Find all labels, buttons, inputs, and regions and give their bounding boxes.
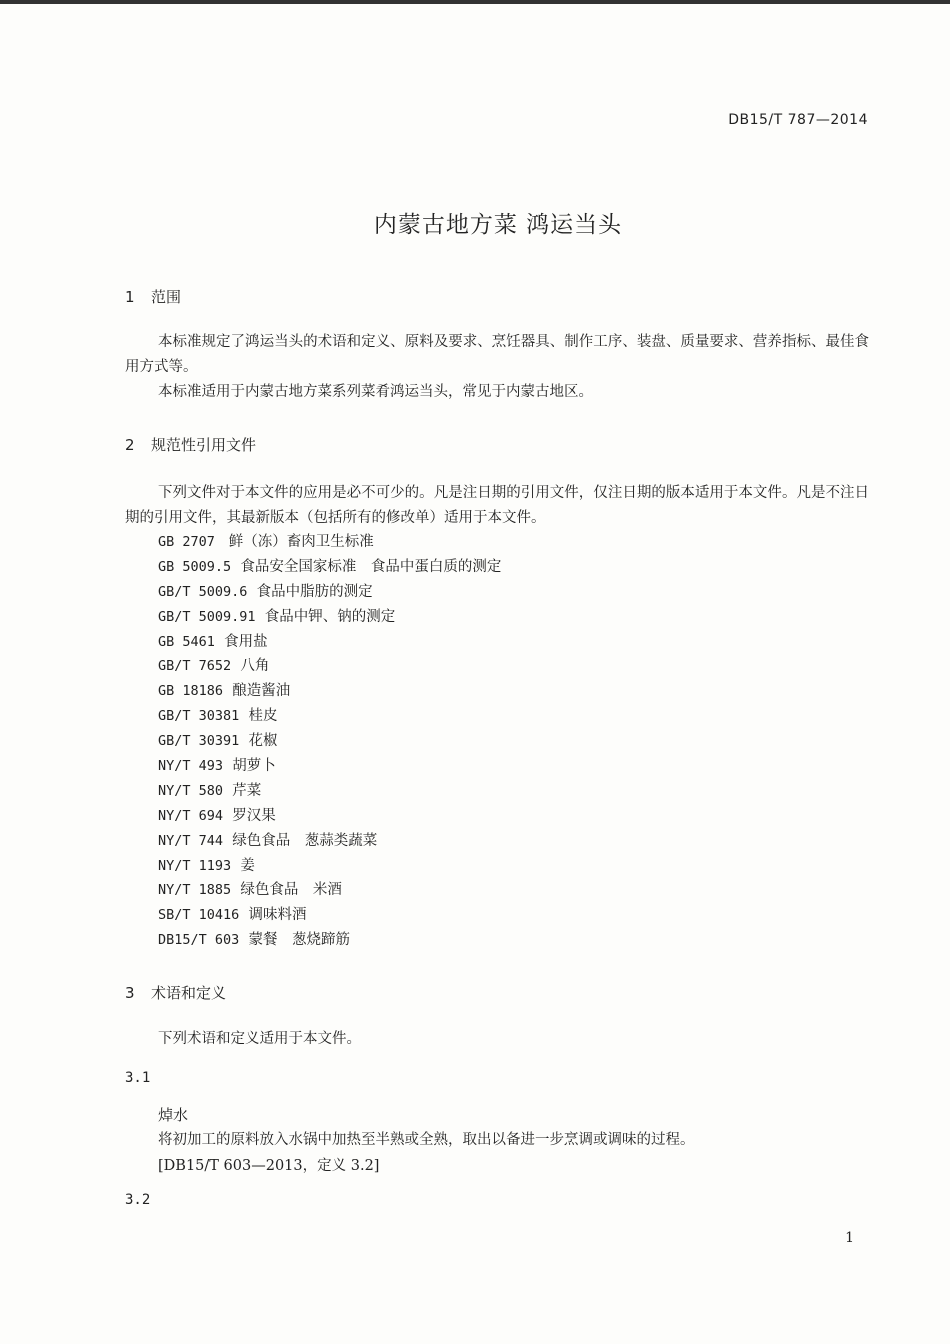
term-title: 焯水 (158, 1106, 189, 1124)
reference-code: NY/T 744 (158, 832, 224, 849)
term-number: 3.1 (125, 1070, 151, 1086)
reference-code: GB 5009.5 (158, 558, 232, 575)
reference-item (158, 704, 501, 729)
section-title: 规范性引用文件 (151, 436, 257, 454)
references-intro: 下列文件对于本文件的应用是必不可少的。凡是注日期的引用文件，仅注日期的版本适用于本文件。凡是不注日期的引用文件，其最新版本（包括所有的修改单）适用于本文件。 (125, 485, 869, 526)
reference-code: GB/T 5009.6 (158, 583, 248, 600)
term-number: 3.2 (125, 1192, 151, 1208)
section-title: 术语和定义 (151, 984, 227, 1002)
document-code: DB15/T 787—2014 (728, 112, 868, 128)
reference-item (158, 804, 501, 829)
term-definition: 将初加工的原料放入水锅中加热至半熟或全熟，取出以备进一步烹调或调味的过程。 (158, 1132, 695, 1148)
reference-item (158, 605, 501, 630)
reference-item (158, 530, 501, 555)
reference-name: 调味料酒 (248, 907, 307, 924)
reference-name: 罗汉果 (232, 807, 276, 824)
scope-paragraph-2: 本标准适用于内蒙古地方菜系列菜肴鸿运当头，常见于内蒙古地区。 (158, 384, 593, 400)
reference-item (158, 779, 501, 804)
reference-name: 食用盐 (224, 633, 268, 650)
section-number: 3 (125, 984, 135, 1002)
scope-paragraph-1: 本标准规定了鸿运当头的术语和定义、原料及要求、烹饪器具、制作工序、装盘、质量要求、营养指标、最佳食用方式等。 (125, 334, 869, 375)
reference-item (158, 679, 501, 704)
reference-name: 食品中钾、钠的测定 (264, 608, 396, 625)
reference-code: GB/T 5009.91 (158, 608, 256, 625)
reference-name: 蒙餐 葱烧蹄筋 (248, 932, 350, 949)
reference-name: 胡萝卜 (232, 758, 276, 775)
reference-name: 食品中脂肪的测定 (256, 583, 373, 600)
reference-item (158, 754, 501, 779)
reference-code: GB/T 30381 (158, 708, 240, 725)
reference-name: 鲜（冻）畜肉卫生标准 (228, 534, 374, 550)
section-heading-terms (125, 982, 226, 1003)
reference-code: NY/T 1885 (158, 882, 232, 899)
reference-name: 芹菜 (232, 782, 262, 799)
reference-item (158, 630, 501, 655)
reference-name: 花椒 (248, 733, 278, 750)
reference-item (158, 903, 501, 928)
term-source: [DB15/T 603—2013，定义 3.2] (158, 1158, 380, 1174)
section-title: 范围 (151, 288, 182, 306)
reference-list (158, 530, 501, 953)
reference-name: 绿色食品 米酒 (240, 882, 342, 899)
scan-top-border (0, 0, 950, 4)
reference-code: SB/T 10416 (158, 907, 240, 924)
reference-code: DB15/T 603 (158, 932, 240, 949)
page-number: 1 (845, 1230, 854, 1246)
reference-item (158, 878, 501, 903)
reference-name: 八角 (240, 658, 270, 675)
section-heading-normative-references (125, 434, 256, 455)
reference-item (158, 729, 501, 754)
reference-item (158, 654, 501, 679)
reference-code: GB 2707 (158, 534, 215, 550)
reference-item (158, 829, 501, 854)
terms-intro: 下列术语和定义适用于本文件。 (158, 1031, 361, 1047)
reference-name: 姜 (240, 857, 255, 874)
reference-code: NY/T 694 (158, 807, 224, 824)
reference-code: GB 18186 (158, 683, 224, 700)
reference-code: NY/T 580 (158, 782, 224, 799)
reference-item (158, 580, 501, 605)
reference-code: NY/T 493 (158, 758, 224, 775)
page-title: 内蒙古地方菜 鸿运当头 (373, 212, 623, 238)
section-number: 2 (125, 436, 135, 454)
reference-code: GB 5461 (158, 633, 215, 650)
reference-item (158, 928, 501, 953)
section-heading-scope (125, 286, 181, 307)
reference-code: GB/T 7652 (158, 658, 232, 675)
section-number: 1 (125, 288, 135, 306)
reference-name: 桂皮 (248, 708, 278, 725)
reference-item (158, 555, 501, 580)
reference-name: 食品安全国家标准 食品中蛋白质的测定 (240, 558, 502, 575)
reference-item (158, 854, 501, 879)
reference-name: 绿色食品 葱蒜类蔬菜 (232, 832, 378, 849)
reference-code: GB/T 30391 (158, 733, 240, 750)
reference-code: NY/T 1193 (158, 857, 232, 874)
reference-name: 酿造酱油 (232, 683, 291, 700)
